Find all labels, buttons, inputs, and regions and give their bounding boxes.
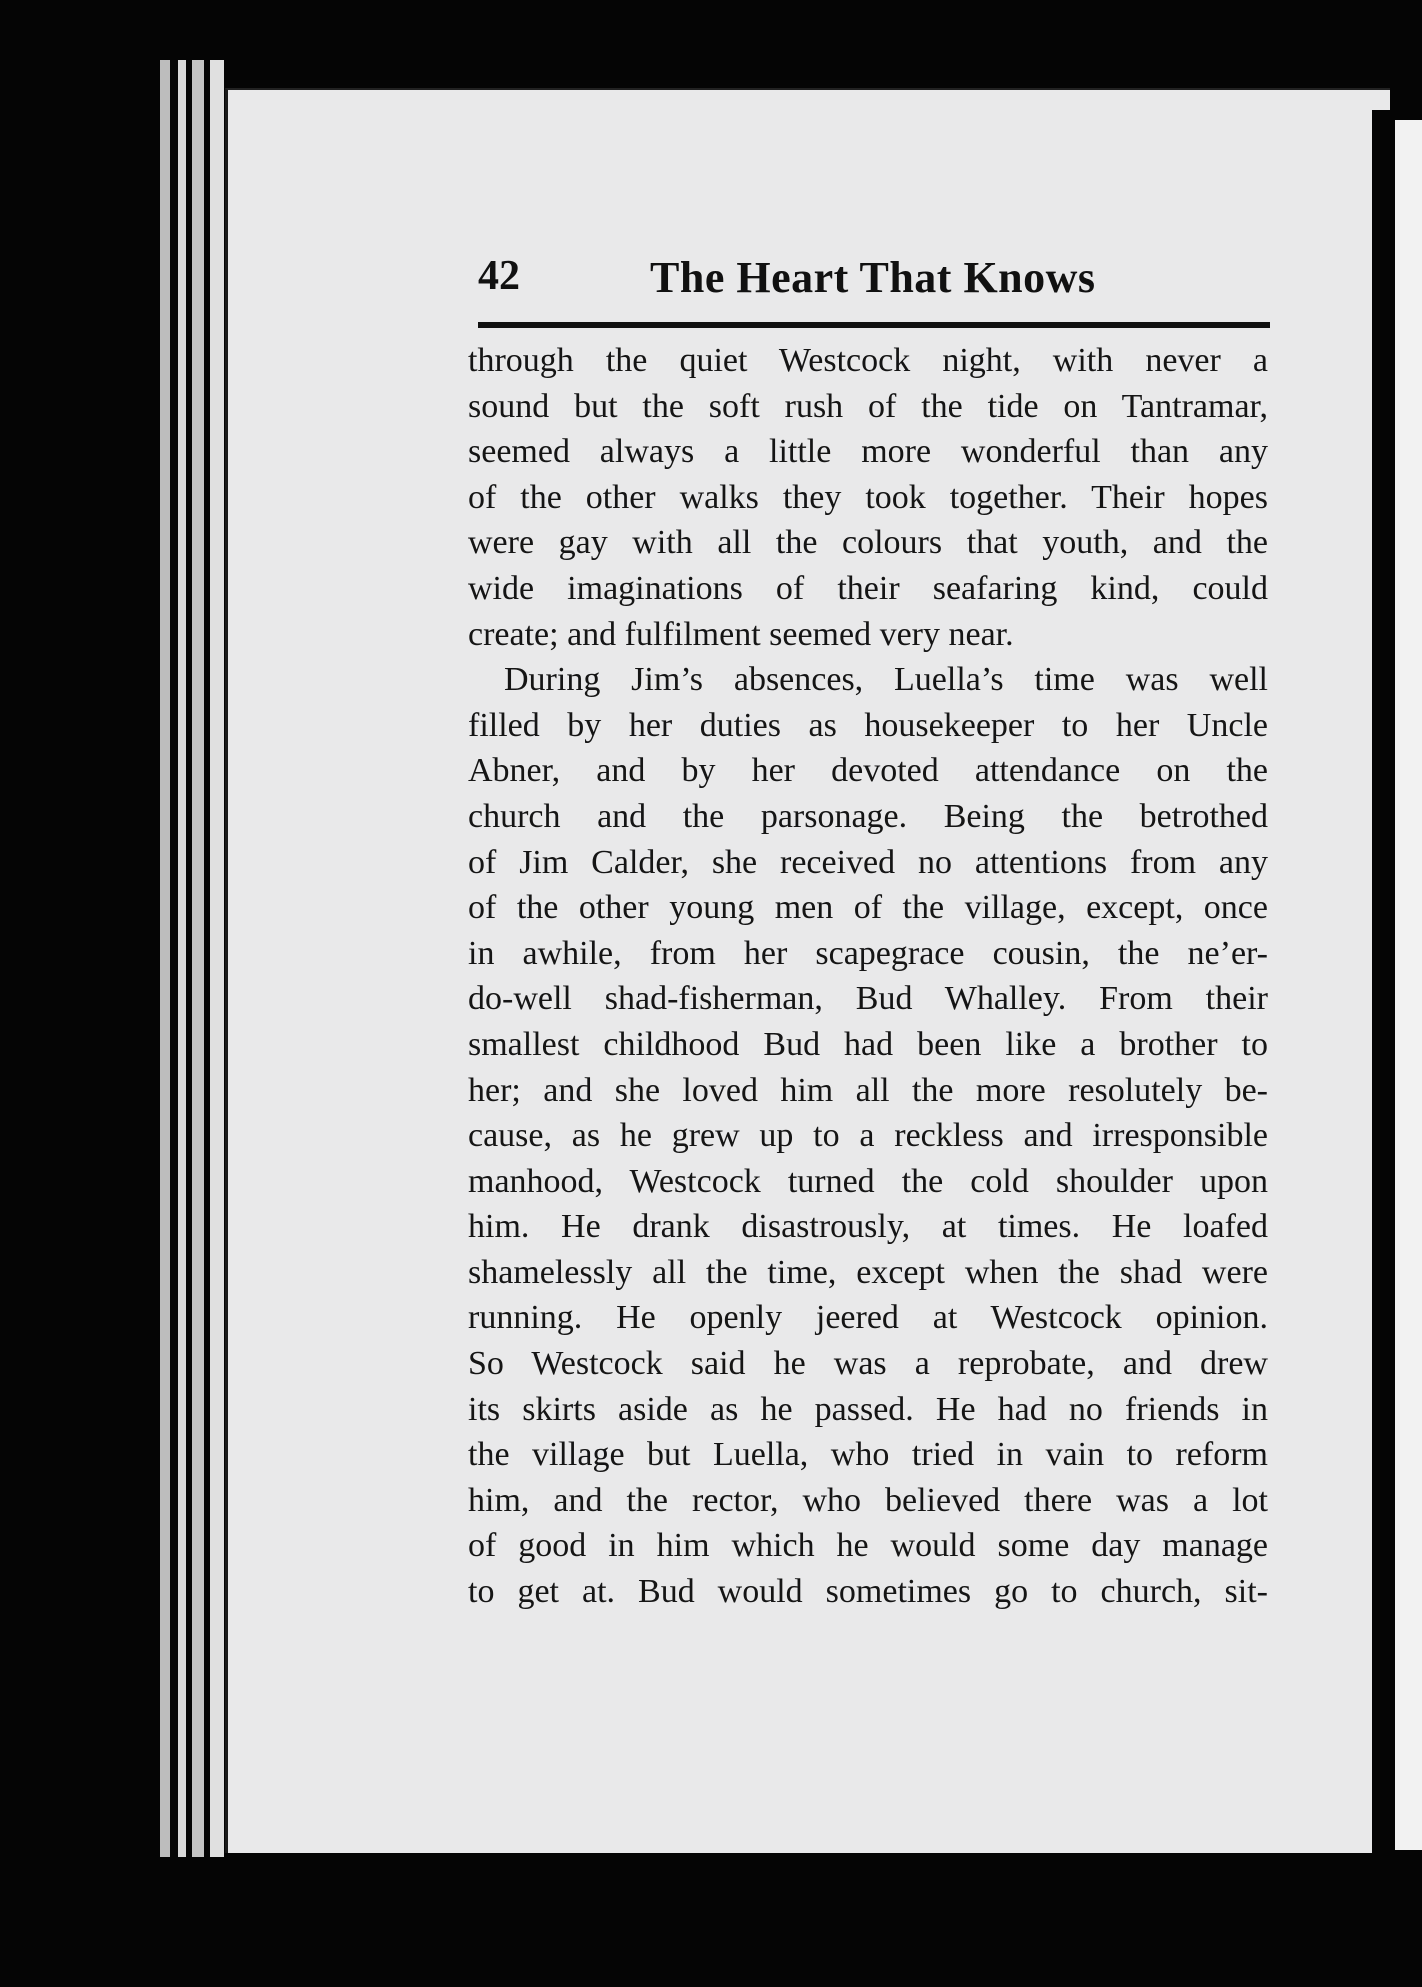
- text-line: to get at. Bud would sometimes go to church, sit-: [468, 1573, 1268, 1611]
- text-line: shamelessly all the time, except when the shad were: [468, 1253, 1268, 1291]
- text-line: manhood, Westcock turned the cold shoulder upon: [468, 1162, 1268, 1200]
- book-edge-stripe: [192, 60, 204, 1857]
- text-line: wide imaginations of their seafaring kind, could: [468, 569, 1268, 607]
- book-edge-stripe: [210, 60, 224, 1857]
- page-number: 42: [478, 253, 520, 299]
- text-line: of good in him which he would some day manage: [468, 1527, 1268, 1565]
- text-line: create; and fulfilment seemed very near.: [468, 615, 1014, 653]
- page-header: [478, 252, 1268, 308]
- body-text: [468, 338, 1268, 1615]
- text-line: her; and she loved him all the more resolutely be-: [468, 1071, 1268, 1109]
- header-rule: [478, 322, 1270, 328]
- text-line: filled by her duties as housekeeper to her Uncle: [468, 706, 1268, 744]
- text-line: cause, as he grew up to a reckless and irresponsible: [468, 1117, 1268, 1155]
- text-line: seemed always a little more wonderful than any: [468, 433, 1268, 471]
- running-head: The Heart That Knows: [650, 253, 1096, 302]
- text-line: him, and the rector, who believed there was a lot: [468, 1481, 1268, 1519]
- text-line: smallest childhood Bud had been like a brother to: [468, 1025, 1268, 1063]
- text-line: Abner, and by her devoted attendance on the: [468, 752, 1268, 790]
- text-line: do-well shad-fisherman, Bud Whalley. From their: [468, 980, 1268, 1018]
- text-line: During Jim’s absences, Luella’s time was well: [504, 661, 1268, 699]
- book-edge-stripe: [178, 60, 186, 1857]
- text-line: its skirts aside as he passed. He had no friends in: [468, 1390, 1268, 1428]
- text-line: of the other walks they took together. Their hopes: [468, 478, 1268, 516]
- text-line: him. He drank disastrously, at times. He loafed: [468, 1208, 1268, 1246]
- facing-page-edge: [1395, 120, 1422, 1850]
- text-line: So Westcock said he was a reprobate, and drew: [468, 1345, 1268, 1383]
- text-line: through the quiet Westcock night, with never a: [468, 342, 1268, 379]
- text-line: running. He openly jeered at Westcock opinion.: [468, 1299, 1268, 1337]
- text-line: the village but Luella, who tried in vain to reform: [468, 1436, 1268, 1474]
- book-edge-stripe: [160, 60, 170, 1857]
- text-line: church and the parsonage. Being the betrothed: [468, 797, 1268, 835]
- text-line: of Jim Calder, she received no attentions from any: [468, 843, 1268, 881]
- text-line: sound but the soft rush of the tide on Tantramar,: [468, 387, 1268, 425]
- text-line: were gay with all the colours that youth, and the: [468, 524, 1268, 562]
- text-line: in awhile, from her scapegrace cousin, the ne’er-: [468, 934, 1268, 972]
- text-line: of the other young men of the village, except, once: [468, 889, 1268, 927]
